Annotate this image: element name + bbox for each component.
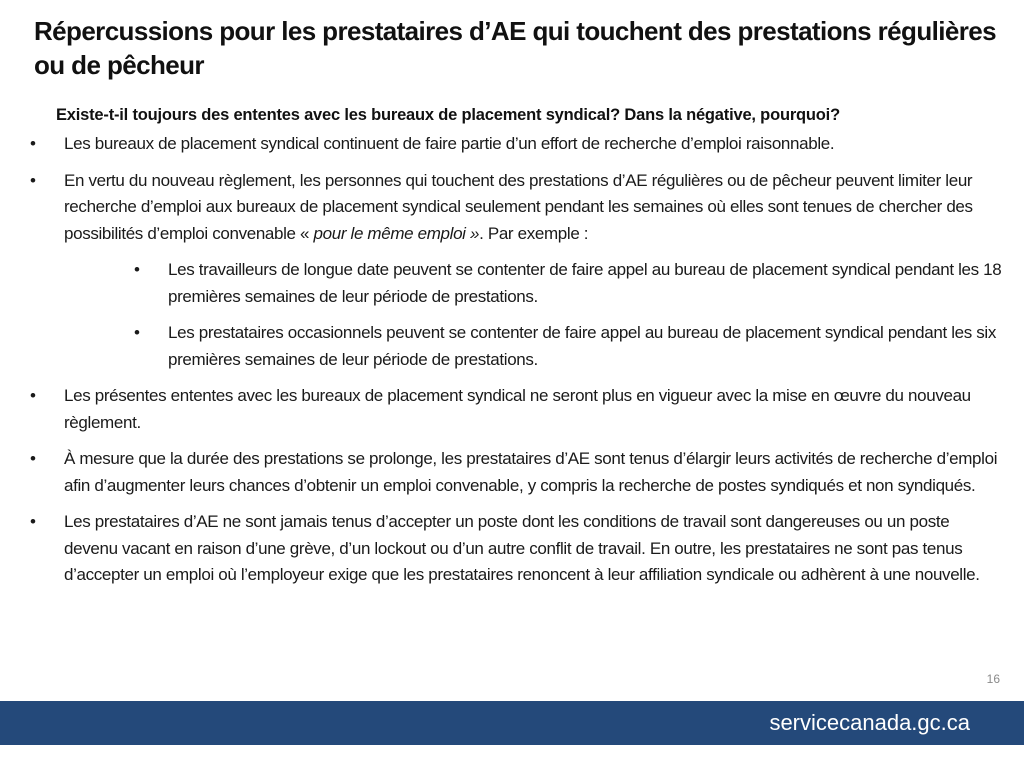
bullet-item xyxy=(30,131,1006,158)
bullet-item xyxy=(30,446,1006,499)
bullet-marker: • xyxy=(30,386,36,405)
bullet-text-part: . Par exemple : xyxy=(479,223,589,243)
sub-bullet-item xyxy=(30,257,1006,310)
bullet-marker: • xyxy=(30,134,36,153)
bullet-marker: • xyxy=(30,512,36,531)
slide-title: Répercussions pour les prestataires d’AE qui touchent des prestations régulières ou de pêcheur xyxy=(34,16,996,80)
sub-bullet-item xyxy=(30,320,1006,373)
bullet-item xyxy=(30,168,1006,248)
sub-bullet-text: Les prestataires occasionnels peuvent se contenter de faire appel au bureau de placement syndical pendant les six premières semaines de leur période de prestations. xyxy=(168,323,996,369)
bottom-band xyxy=(0,745,1024,768)
bullet-text: Les bureaux de placement syndical continuent de faire partie d’un effort de recherche d’emploi raisonnable. xyxy=(64,134,835,153)
sub-bullet-text: Les travailleurs de longue date peuvent se contenter de faire appel au bureau de placement syndical pendant les 18 premières semaines de leur période de prestations. xyxy=(168,260,1002,306)
footer-bar xyxy=(0,701,1024,745)
bullet-marker: • xyxy=(134,260,140,279)
page-number: 16 xyxy=(986,672,1000,686)
bullet-text xyxy=(64,171,973,243)
slide-subtitle: Existe-t-il toujours des ententes avec les bureaux de placement syndical? Dans la négative, pourquoi? xyxy=(56,106,840,124)
bullet-text: Les présentes ententes avec les bureaux de placement syndical ne seront plus en vigueur avec la mise en œuvre du nouveau règlement. xyxy=(64,386,971,432)
bullet-item xyxy=(30,509,1006,589)
bullet-text-italic: pour le même emploi » xyxy=(313,223,480,243)
bullet-marker: • xyxy=(30,170,36,190)
bullet-text: Les prestataires d’AE ne sont jamais tenus d’accepter un poste dont les conditions de travail sont dangereuses ou un poste devenu vacant en raison d’une grève, d’un lockout ou d’un autre conflit de travail. En outre, les prestataires ne sont pas tenus d’accepter un emploi où l’employeur exige que les prestataires renoncent à leur affiliation syndicale ou adhèrent à une nouvelle. xyxy=(64,512,980,584)
footer-url: servicecanada.gc.ca xyxy=(769,710,970,735)
bullet-marker: • xyxy=(134,323,140,342)
bullet-marker: • xyxy=(30,449,36,468)
bullet-item xyxy=(30,383,1006,436)
bullet-text: À mesure que la durée des prestations se prolonge, les prestataires d’AE sont tenus d’élargir leurs activités de recherche d’emploi afin d’augmenter leurs chances d’obtenir un emploi convenable, y compris la recherche de postes syndiqués et non syndiqués. xyxy=(64,449,998,495)
bullet-text-part: En vertu du nouveau règlement, les personnes qui touchent des prestations d’AE régulières ou de pêcheur peuvent limiter leur recherche d’emploi aux bureaux de placement syndical seulement pendant les semaines où elles sont tenues de chercher des possibilités d’emploi convenable « xyxy=(64,170,973,243)
bullet-list xyxy=(30,131,1006,599)
